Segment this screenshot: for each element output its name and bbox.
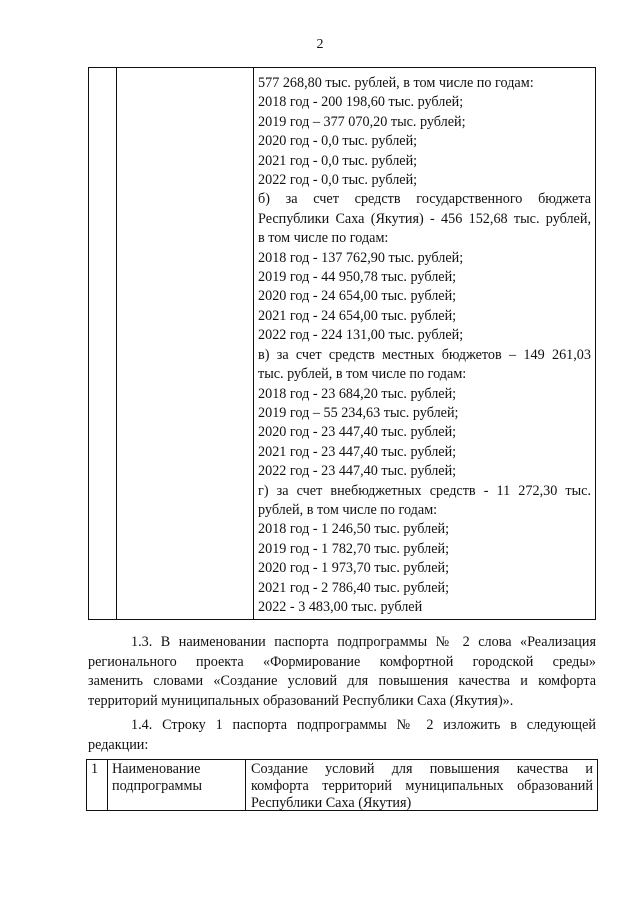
paragraph-1-3 — [88, 633, 596, 711]
financing-line: в) за счет средств местных бюджетов – 149 261,03 — [258, 346, 591, 363]
financing-cell — [258, 74, 591, 617]
financing-line: Республики Саха (Якутия) - 456 152,68 тыс. рублей, — [258, 210, 591, 227]
financing-line: рублей, в том числе по годам: — [258, 501, 438, 518]
financing-line: 2021 год - 0,0 тыс. рублей; — [258, 152, 418, 169]
financing-line: 2019 год - 1 782,70 тыс. рублей; — [258, 540, 450, 557]
financing-line: б) за счет средств государственного бюджета — [258, 191, 591, 208]
financing-line: 2021 год - 23 447,40 тыс. рублей; — [258, 443, 457, 460]
financing-line: 2022 год - 0,0 тыс. рублей; — [258, 172, 418, 189]
paragraph-line: регионального проекта «Формирование комфортной городской среды» — [88, 653, 596, 670]
financing-line: 577 268,80 тыс. рублей, в том числе по годам: — [258, 75, 534, 91]
paragraph-1-4 — [88, 716, 596, 755]
financing-line: г) за счет внебюджетных средств - 11 272,30 тыс. — [258, 482, 591, 499]
financing-line: 2019 год – 55 234,63 тыс. рублей; — [258, 404, 459, 421]
label-line: Наименование — [112, 761, 201, 777]
financing-line: 2018 год - 137 762,90 тыс. рублей; — [258, 249, 464, 266]
table-column-divider — [107, 760, 108, 810]
financing-line: 2019 год - 44 950,78 тыс. рублей; — [258, 269, 457, 286]
financing-line: 2020 год - 23 447,40 тыс. рублей; — [258, 424, 457, 441]
financing-line: в том числе по годам: — [258, 230, 389, 247]
page-number: 2 — [316, 37, 324, 52]
paragraph-line: заменить словами «Создание условий для повышения качества и комфорта — [88, 673, 596, 690]
financing-line: 2018 год - 200 198,60 тыс. рублей; — [258, 94, 464, 111]
financing-line: 2020 год - 1 973,70 тыс. рублей; — [258, 560, 450, 577]
financing-line: тыс. рублей, в том числе по годам: — [258, 366, 467, 383]
financing-line: 2021 год - 2 786,40 тыс. рублей; — [258, 579, 450, 596]
financing-line: 2022 - 3 483,00 тыс. рублей — [258, 598, 423, 615]
table-column-divider — [116, 68, 117, 619]
subprogram-name-label — [112, 761, 240, 795]
financing-line: 2019 год – 377 070,20 тыс. рублей; — [258, 113, 466, 130]
financing-line: 2020 год - 0,0 тыс. рублей; — [258, 133, 418, 150]
paragraph-line: 1.4. Строку 1 паспорта подпрограммы № 2 изложить в следующей — [131, 717, 596, 733]
financing-line: 2021 год - 24 654,00 тыс. рублей; — [258, 307, 457, 324]
value-line: комфорта территорий муниципальных образований — [251, 778, 593, 794]
label-line: подпрограммы — [112, 778, 202, 794]
subprogram-table — [86, 759, 598, 811]
row-number: 1 — [91, 761, 99, 777]
paragraph-line: редакции: — [88, 736, 149, 753]
financing-line: 2022 год - 224 131,00 тыс. рублей; — [258, 327, 464, 344]
financing-table — [88, 67, 596, 620]
table-column-divider — [245, 760, 246, 810]
financing-line: 2018 год - 23 684,20 тыс. рублей; — [258, 385, 457, 402]
paragraph-line: территорий муниципальных образований Республики Саха (Якутия)». — [88, 692, 514, 709]
value-line: Создание условий для повышения качества и — [251, 761, 593, 777]
financing-line: 2020 год - 24 654,00 тыс. рублей; — [258, 288, 457, 305]
financing-line: 2018 год - 1 246,50 тыс. рублей; — [258, 521, 450, 538]
value-line: Республики Саха (Якутия) — [251, 795, 412, 811]
table-column-divider — [253, 68, 254, 619]
subprogram-name-value — [251, 761, 593, 812]
financing-line: 2022 год - 23 447,40 тыс. рублей; — [258, 463, 457, 480]
paragraph-line: 1.3. В наименовании паспорта подпрограммы № 2 слова «Реализация — [131, 634, 596, 650]
